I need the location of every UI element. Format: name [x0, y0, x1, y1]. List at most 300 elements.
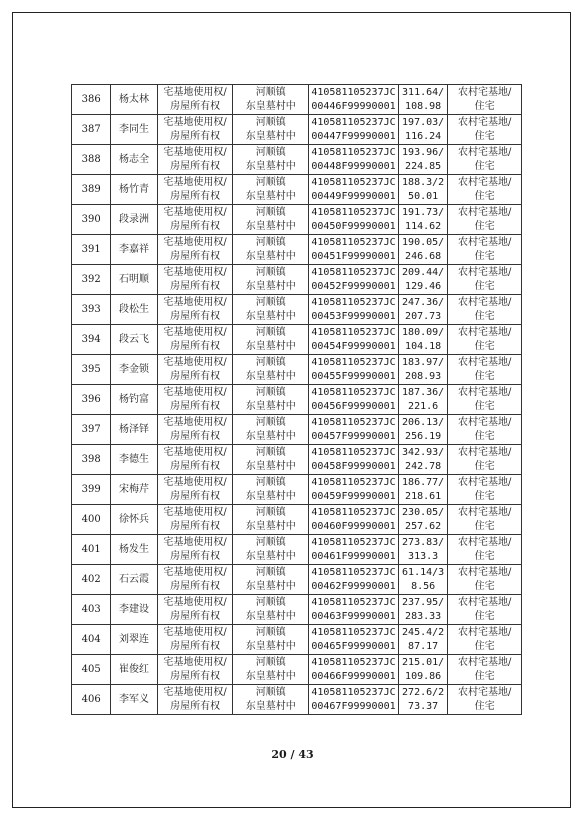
owner-name-cell: 李嘉祥 — [111, 235, 157, 265]
land-use-line: 农村宅基地/ — [457, 176, 512, 188]
land-use-line: 农村宅基地/ — [457, 536, 512, 548]
land-use-cell — [448, 655, 522, 685]
right-type-cell — [157, 295, 233, 325]
owner-name-cell: 石明顺 — [111, 265, 157, 295]
area-line: 197.03/ — [402, 116, 445, 128]
right-type-line: 房屋所有权 — [170, 370, 221, 382]
owner-name-cell: 段录洲 — [111, 205, 157, 235]
land-use-line: 住宅 — [474, 190, 495, 202]
row-number-cell: 394 — [72, 325, 111, 355]
area-cell — [398, 625, 447, 655]
right-type-line: 宅基地使用权/ — [163, 86, 227, 98]
location-line: 东皇墓村中 — [245, 250, 296, 262]
parcel-code-line: 00463F99990001 — [311, 610, 396, 622]
land-use-cell — [448, 115, 522, 145]
land-use-line: 农村宅基地/ — [457, 656, 512, 668]
right-type-line: 宅基地使用权/ — [163, 446, 227, 458]
area-line: 109.86 — [405, 670, 442, 682]
right-type-line: 宅基地使用权/ — [163, 536, 227, 548]
parcel-code-line: 00453F99990001 — [311, 310, 396, 322]
owner-name-cell: 宋梅芹 — [111, 475, 157, 505]
right-type-line: 宅基地使用权/ — [163, 146, 227, 158]
registry-table-body — [72, 85, 522, 715]
parcel-code-line: 410581105237JC — [311, 386, 396, 398]
right-type-cell — [157, 415, 233, 445]
owner-name-cell: 杨太林 — [111, 85, 157, 115]
location-line: 东皇墓村中 — [245, 640, 296, 652]
owner-name-cell: 段松生 — [111, 295, 157, 325]
parcel-code-line: 00454F99990001 — [311, 340, 396, 352]
right-type-line: 宅基地使用权/ — [163, 326, 227, 338]
parcel-code-cell — [309, 295, 399, 325]
land-use-line: 农村宅基地/ — [457, 206, 512, 218]
area-line: 256.19 — [405, 430, 442, 442]
location-line: 东皇墓村中 — [245, 700, 296, 712]
table-row — [72, 685, 522, 715]
land-use-cell — [448, 475, 522, 505]
parcel-code-line: 410581105237JC — [311, 296, 396, 308]
parcel-code-line: 00458F99990001 — [311, 460, 396, 472]
land-use-line: 住宅 — [474, 100, 495, 112]
parcel-code-cell — [309, 145, 399, 175]
parcel-code-cell — [309, 175, 399, 205]
area-line: 209.44/ — [402, 266, 445, 278]
row-number-cell: 392 — [72, 265, 111, 295]
right-type-line: 房屋所有权 — [170, 190, 221, 202]
location-cell — [233, 655, 309, 685]
owner-name-cell: 段云飞 — [111, 325, 157, 355]
parcel-code-cell — [309, 535, 399, 565]
right-type-line: 房屋所有权 — [170, 610, 221, 622]
owner-name-cell: 石云霞 — [111, 565, 157, 595]
parcel-code-cell — [309, 565, 399, 595]
parcel-code-line: 00457F99990001 — [311, 430, 396, 442]
location-line: 河顺镇 — [255, 266, 286, 278]
right-type-line: 宅基地使用权/ — [163, 476, 227, 488]
right-type-line: 房屋所有权 — [170, 520, 221, 532]
parcel-code-line: 00449F99990001 — [311, 190, 396, 202]
location-line: 河顺镇 — [255, 686, 286, 698]
area-line: 104.18 — [405, 340, 442, 352]
right-type-line: 房屋所有权 — [170, 640, 221, 652]
land-use-line: 住宅 — [474, 430, 495, 442]
right-type-line: 宅基地使用权/ — [163, 206, 227, 218]
right-type-line: 宅基地使用权/ — [163, 596, 227, 608]
right-type-line: 宅基地使用权/ — [163, 506, 227, 518]
row-number-cell: 399 — [72, 475, 111, 505]
row-number-cell: 406 — [72, 685, 111, 715]
right-type-cell — [157, 505, 233, 535]
parcel-code-cell — [309, 205, 399, 235]
location-line: 东皇墓村中 — [245, 220, 296, 232]
right-type-cell — [157, 355, 233, 385]
right-type-line: 房屋所有权 — [170, 280, 221, 292]
location-line: 东皇墓村中 — [245, 130, 296, 142]
area-line: 190.05/ — [402, 236, 445, 248]
land-use-cell — [448, 175, 522, 205]
parcel-code-line: 410581105237JC — [311, 656, 396, 668]
location-line: 河顺镇 — [255, 476, 286, 488]
area-line: 273.83/ — [402, 536, 445, 548]
parcel-code-line: 410581105237JC — [311, 686, 396, 698]
parcel-code-line: 410581105237JC — [311, 176, 396, 188]
land-use-cell — [448, 685, 522, 715]
right-type-line: 房屋所有权 — [170, 250, 221, 262]
area-cell — [398, 385, 447, 415]
right-type-cell — [157, 685, 233, 715]
location-cell — [233, 265, 309, 295]
right-type-line: 宅基地使用权/ — [163, 176, 227, 188]
location-cell — [233, 145, 309, 175]
parcel-code-line: 00446F99990001 — [311, 100, 396, 112]
land-use-cell — [448, 505, 522, 535]
parcel-code-line: 00447F99990001 — [311, 130, 396, 142]
land-use-line: 住宅 — [474, 400, 495, 412]
location-cell — [233, 295, 309, 325]
parcel-code-line: 00455F99990001 — [311, 370, 396, 382]
table-row — [72, 385, 522, 415]
right-type-line: 宅基地使用权/ — [163, 116, 227, 128]
area-line: 272.6/2 — [402, 686, 445, 698]
area-line: 208.93 — [405, 370, 442, 382]
land-use-line: 农村宅基地/ — [457, 566, 512, 578]
right-type-line: 房屋所有权 — [170, 100, 221, 112]
area-line: 188.3/2 — [402, 176, 445, 188]
right-type-line: 房屋所有权 — [170, 160, 221, 172]
location-cell — [233, 235, 309, 265]
location-line: 东皇墓村中 — [245, 310, 296, 322]
location-cell — [233, 505, 309, 535]
table-row — [72, 325, 522, 355]
area-cell — [398, 145, 447, 175]
area-line: 242.78 — [405, 460, 442, 472]
table-row — [72, 205, 522, 235]
location-line: 河顺镇 — [255, 506, 286, 518]
location-line: 东皇墓村中 — [245, 400, 296, 412]
owner-name-cell: 杨发生 — [111, 535, 157, 565]
area-cell — [398, 685, 447, 715]
row-number-cell: 403 — [72, 595, 111, 625]
location-line: 东皇墓村中 — [245, 670, 296, 682]
row-number-cell: 404 — [72, 625, 111, 655]
row-number-cell: 401 — [72, 535, 111, 565]
land-use-cell — [448, 325, 522, 355]
location-line: 东皇墓村中 — [245, 280, 296, 292]
area-line: 207.73 — [405, 310, 442, 322]
area-line: 116.24 — [405, 130, 442, 142]
area-cell — [398, 115, 447, 145]
location-cell — [233, 175, 309, 205]
land-use-line: 农村宅基地/ — [457, 386, 512, 398]
land-use-line: 农村宅基地/ — [457, 626, 512, 638]
row-number-cell: 400 — [72, 505, 111, 535]
location-line: 河顺镇 — [255, 116, 286, 128]
location-cell — [233, 565, 309, 595]
table-row — [72, 625, 522, 655]
table-row — [72, 565, 522, 595]
parcel-code-line: 00460F99990001 — [311, 520, 396, 532]
right-type-cell — [157, 175, 233, 205]
parcel-code-cell — [309, 325, 399, 355]
location-cell — [233, 85, 309, 115]
right-type-cell — [157, 655, 233, 685]
land-use-line: 住宅 — [474, 670, 495, 682]
owner-name-cell: 李德生 — [111, 445, 157, 475]
area-cell — [398, 205, 447, 235]
area-cell — [398, 235, 447, 265]
area-cell — [398, 85, 447, 115]
right-type-line: 房屋所有权 — [170, 220, 221, 232]
table-row — [72, 295, 522, 325]
right-type-cell — [157, 205, 233, 235]
parcel-code-cell — [309, 505, 399, 535]
row-number-cell: 397 — [72, 415, 111, 445]
land-use-cell — [448, 565, 522, 595]
right-type-cell — [157, 625, 233, 655]
parcel-code-line: 00448F99990001 — [311, 160, 396, 172]
owner-name-cell: 刘翠连 — [111, 625, 157, 655]
right-type-line: 宅基地使用权/ — [163, 686, 227, 698]
area-line: 221.6 — [408, 400, 439, 412]
right-type-line: 宅基地使用权/ — [163, 656, 227, 668]
table-row — [72, 595, 522, 625]
parcel-code-line: 410581105237JC — [311, 416, 396, 428]
parcel-code-line: 00465F99990001 — [311, 640, 396, 652]
area-line: 230.05/ — [402, 506, 445, 518]
parcel-code-line: 00450F99990001 — [311, 220, 396, 232]
right-type-cell — [157, 535, 233, 565]
land-use-line: 住宅 — [474, 580, 495, 592]
row-number-cell: 387 — [72, 115, 111, 145]
location-line: 东皇墓村中 — [245, 340, 296, 352]
table-row — [72, 415, 522, 445]
location-cell — [233, 205, 309, 235]
parcel-code-line: 410581105237JC — [311, 206, 396, 218]
land-use-cell — [448, 625, 522, 655]
land-use-cell — [448, 85, 522, 115]
location-line: 河顺镇 — [255, 566, 286, 578]
land-use-cell — [448, 265, 522, 295]
area-cell — [398, 355, 447, 385]
location-cell — [233, 325, 309, 355]
location-cell — [233, 355, 309, 385]
parcel-code-line: 410581105237JC — [311, 596, 396, 608]
right-type-line: 房屋所有权 — [170, 460, 221, 472]
land-use-line: 住宅 — [474, 460, 495, 472]
location-line: 河顺镇 — [255, 626, 286, 638]
right-type-line: 宅基地使用权/ — [163, 266, 227, 278]
parcel-code-line: 410581105237JC — [311, 536, 396, 548]
area-line: 257.62 — [405, 520, 442, 532]
row-number-cell: 390 — [72, 205, 111, 235]
row-number-cell: 405 — [72, 655, 111, 685]
location-cell — [233, 625, 309, 655]
parcel-code-cell — [309, 595, 399, 625]
right-type-line: 宅基地使用权/ — [163, 416, 227, 428]
right-type-line: 房屋所有权 — [170, 340, 221, 352]
row-number-cell: 389 — [72, 175, 111, 205]
owner-name-cell: 李金锁 — [111, 355, 157, 385]
right-type-line: 房屋所有权 — [170, 400, 221, 412]
land-use-line: 农村宅基地/ — [457, 506, 512, 518]
right-type-cell — [157, 145, 233, 175]
table-row — [72, 655, 522, 685]
land-use-line: 住宅 — [474, 490, 495, 502]
land-use-line: 农村宅基地/ — [457, 236, 512, 248]
owner-name-cell: 杨泽铎 — [111, 415, 157, 445]
table-row — [72, 355, 522, 385]
parcel-code-line: 00459F99990001 — [311, 490, 396, 502]
location-line: 东皇墓村中 — [245, 190, 296, 202]
area-cell — [398, 505, 447, 535]
land-use-line: 农村宅基地/ — [457, 356, 512, 368]
owner-name-cell: 李同生 — [111, 115, 157, 145]
right-type-line: 宅基地使用权/ — [163, 236, 227, 248]
right-type-cell — [157, 565, 233, 595]
land-use-cell — [448, 415, 522, 445]
area-line: 183.97/ — [402, 356, 445, 368]
parcel-code-cell — [309, 85, 399, 115]
location-line: 河顺镇 — [255, 416, 286, 428]
area-cell — [398, 295, 447, 325]
land-use-line: 住宅 — [474, 700, 495, 712]
parcel-code-cell — [309, 265, 399, 295]
land-use-line: 住宅 — [474, 130, 495, 142]
right-type-line: 房屋所有权 — [170, 550, 221, 562]
location-line: 东皇墓村中 — [245, 460, 296, 472]
land-use-line: 住宅 — [474, 550, 495, 562]
table-row — [72, 115, 522, 145]
location-cell — [233, 415, 309, 445]
location-line: 河顺镇 — [255, 206, 286, 218]
right-type-line: 房屋所有权 — [170, 490, 221, 502]
parcel-code-line: 410581105237JC — [311, 506, 396, 518]
table-row — [72, 235, 522, 265]
table-row — [72, 175, 522, 205]
area-line: 206.13/ — [402, 416, 445, 428]
parcel-code-cell — [309, 115, 399, 145]
row-number-cell: 398 — [72, 445, 111, 475]
owner-name-cell: 崔俊红 — [111, 655, 157, 685]
parcel-code-line: 00451F99990001 — [311, 250, 396, 262]
area-cell — [398, 265, 447, 295]
land-use-line: 住宅 — [474, 220, 495, 232]
land-use-line: 住宅 — [474, 280, 495, 292]
parcel-code-line: 410581105237JC — [311, 146, 396, 158]
right-type-line: 宅基地使用权/ — [163, 566, 227, 578]
parcel-code-cell — [309, 685, 399, 715]
land-use-line: 农村宅基地/ — [457, 446, 512, 458]
parcel-code-cell — [309, 415, 399, 445]
right-type-line: 房屋所有权 — [170, 700, 221, 712]
parcel-code-line: 00467F99990001 — [311, 700, 396, 712]
location-line: 河顺镇 — [255, 86, 286, 98]
land-use-line: 农村宅基地/ — [457, 296, 512, 308]
right-type-cell — [157, 385, 233, 415]
owner-name-cell: 杨钓富 — [111, 385, 157, 415]
right-type-line: 房屋所有权 — [170, 310, 221, 322]
area-cell — [398, 325, 447, 355]
land-use-line: 住宅 — [474, 310, 495, 322]
location-line: 河顺镇 — [255, 296, 286, 308]
land-use-line: 住宅 — [474, 370, 495, 382]
row-number-cell: 388 — [72, 145, 111, 175]
right-type-line: 宅基地使用权/ — [163, 356, 227, 368]
area-line: 218.61 — [405, 490, 442, 502]
area-line: 313.3 — [408, 550, 439, 562]
right-type-line: 房屋所有权 — [170, 430, 221, 442]
right-type-cell — [157, 85, 233, 115]
land-use-cell — [448, 295, 522, 325]
location-line: 河顺镇 — [255, 236, 286, 248]
parcel-code-line: 410581105237JC — [311, 356, 396, 368]
location-cell — [233, 445, 309, 475]
location-line: 东皇墓村中 — [245, 580, 296, 592]
area-line: 8.56 — [411, 580, 436, 592]
parcel-code-cell — [309, 655, 399, 685]
location-line: 河顺镇 — [255, 386, 286, 398]
parcel-code-line: 00456F99990001 — [311, 400, 396, 412]
right-type-cell — [157, 325, 233, 355]
area-cell — [398, 175, 447, 205]
location-line: 东皇墓村中 — [245, 550, 296, 562]
location-line: 河顺镇 — [255, 446, 286, 458]
location-line: 河顺镇 — [255, 146, 286, 158]
land-use-cell — [448, 355, 522, 385]
area-line: 73.37 — [408, 700, 439, 712]
location-line: 东皇墓村中 — [245, 520, 296, 532]
area-line: 129.46 — [405, 280, 442, 292]
right-type-line: 宅基地使用权/ — [163, 296, 227, 308]
right-type-cell — [157, 115, 233, 145]
area-line: 191.73/ — [402, 206, 445, 218]
land-use-line: 住宅 — [474, 160, 495, 172]
parcel-code-cell — [309, 385, 399, 415]
table-row — [72, 145, 522, 175]
owner-name-cell: 徐怀兵 — [111, 505, 157, 535]
area-line: 50.01 — [408, 190, 439, 202]
area-line: 180.09/ — [402, 326, 445, 338]
area-cell — [398, 445, 447, 475]
owner-name-cell: 杨志全 — [111, 145, 157, 175]
area-line: 342.93/ — [402, 446, 445, 458]
parcel-code-line: 00452F99990001 — [311, 280, 396, 292]
right-type-cell — [157, 445, 233, 475]
location-line: 东皇墓村中 — [245, 610, 296, 622]
area-cell — [398, 415, 447, 445]
area-cell — [398, 655, 447, 685]
right-type-line: 宅基地使用权/ — [163, 386, 227, 398]
land-use-line: 住宅 — [474, 520, 495, 532]
owner-name-cell: 李军义 — [111, 685, 157, 715]
land-use-line: 农村宅基地/ — [457, 86, 512, 98]
land-use-line: 农村宅基地/ — [457, 266, 512, 278]
row-number-cell: 391 — [72, 235, 111, 265]
land-use-cell — [448, 385, 522, 415]
area-line: 193.96/ — [402, 146, 445, 158]
area-line: 246.68 — [405, 250, 442, 262]
location-line: 东皇墓村中 — [245, 100, 296, 112]
area-line: 215.01/ — [402, 656, 445, 668]
row-number-cell: 402 — [72, 565, 111, 595]
area-cell — [398, 475, 447, 505]
parcel-code-line: 410581105237JC — [311, 446, 396, 458]
area-line: 187.36/ — [402, 386, 445, 398]
location-cell — [233, 535, 309, 565]
land-use-line: 农村宅基地/ — [457, 416, 512, 428]
right-type-line: 房屋所有权 — [170, 580, 221, 592]
location-line: 东皇墓村中 — [245, 370, 296, 382]
